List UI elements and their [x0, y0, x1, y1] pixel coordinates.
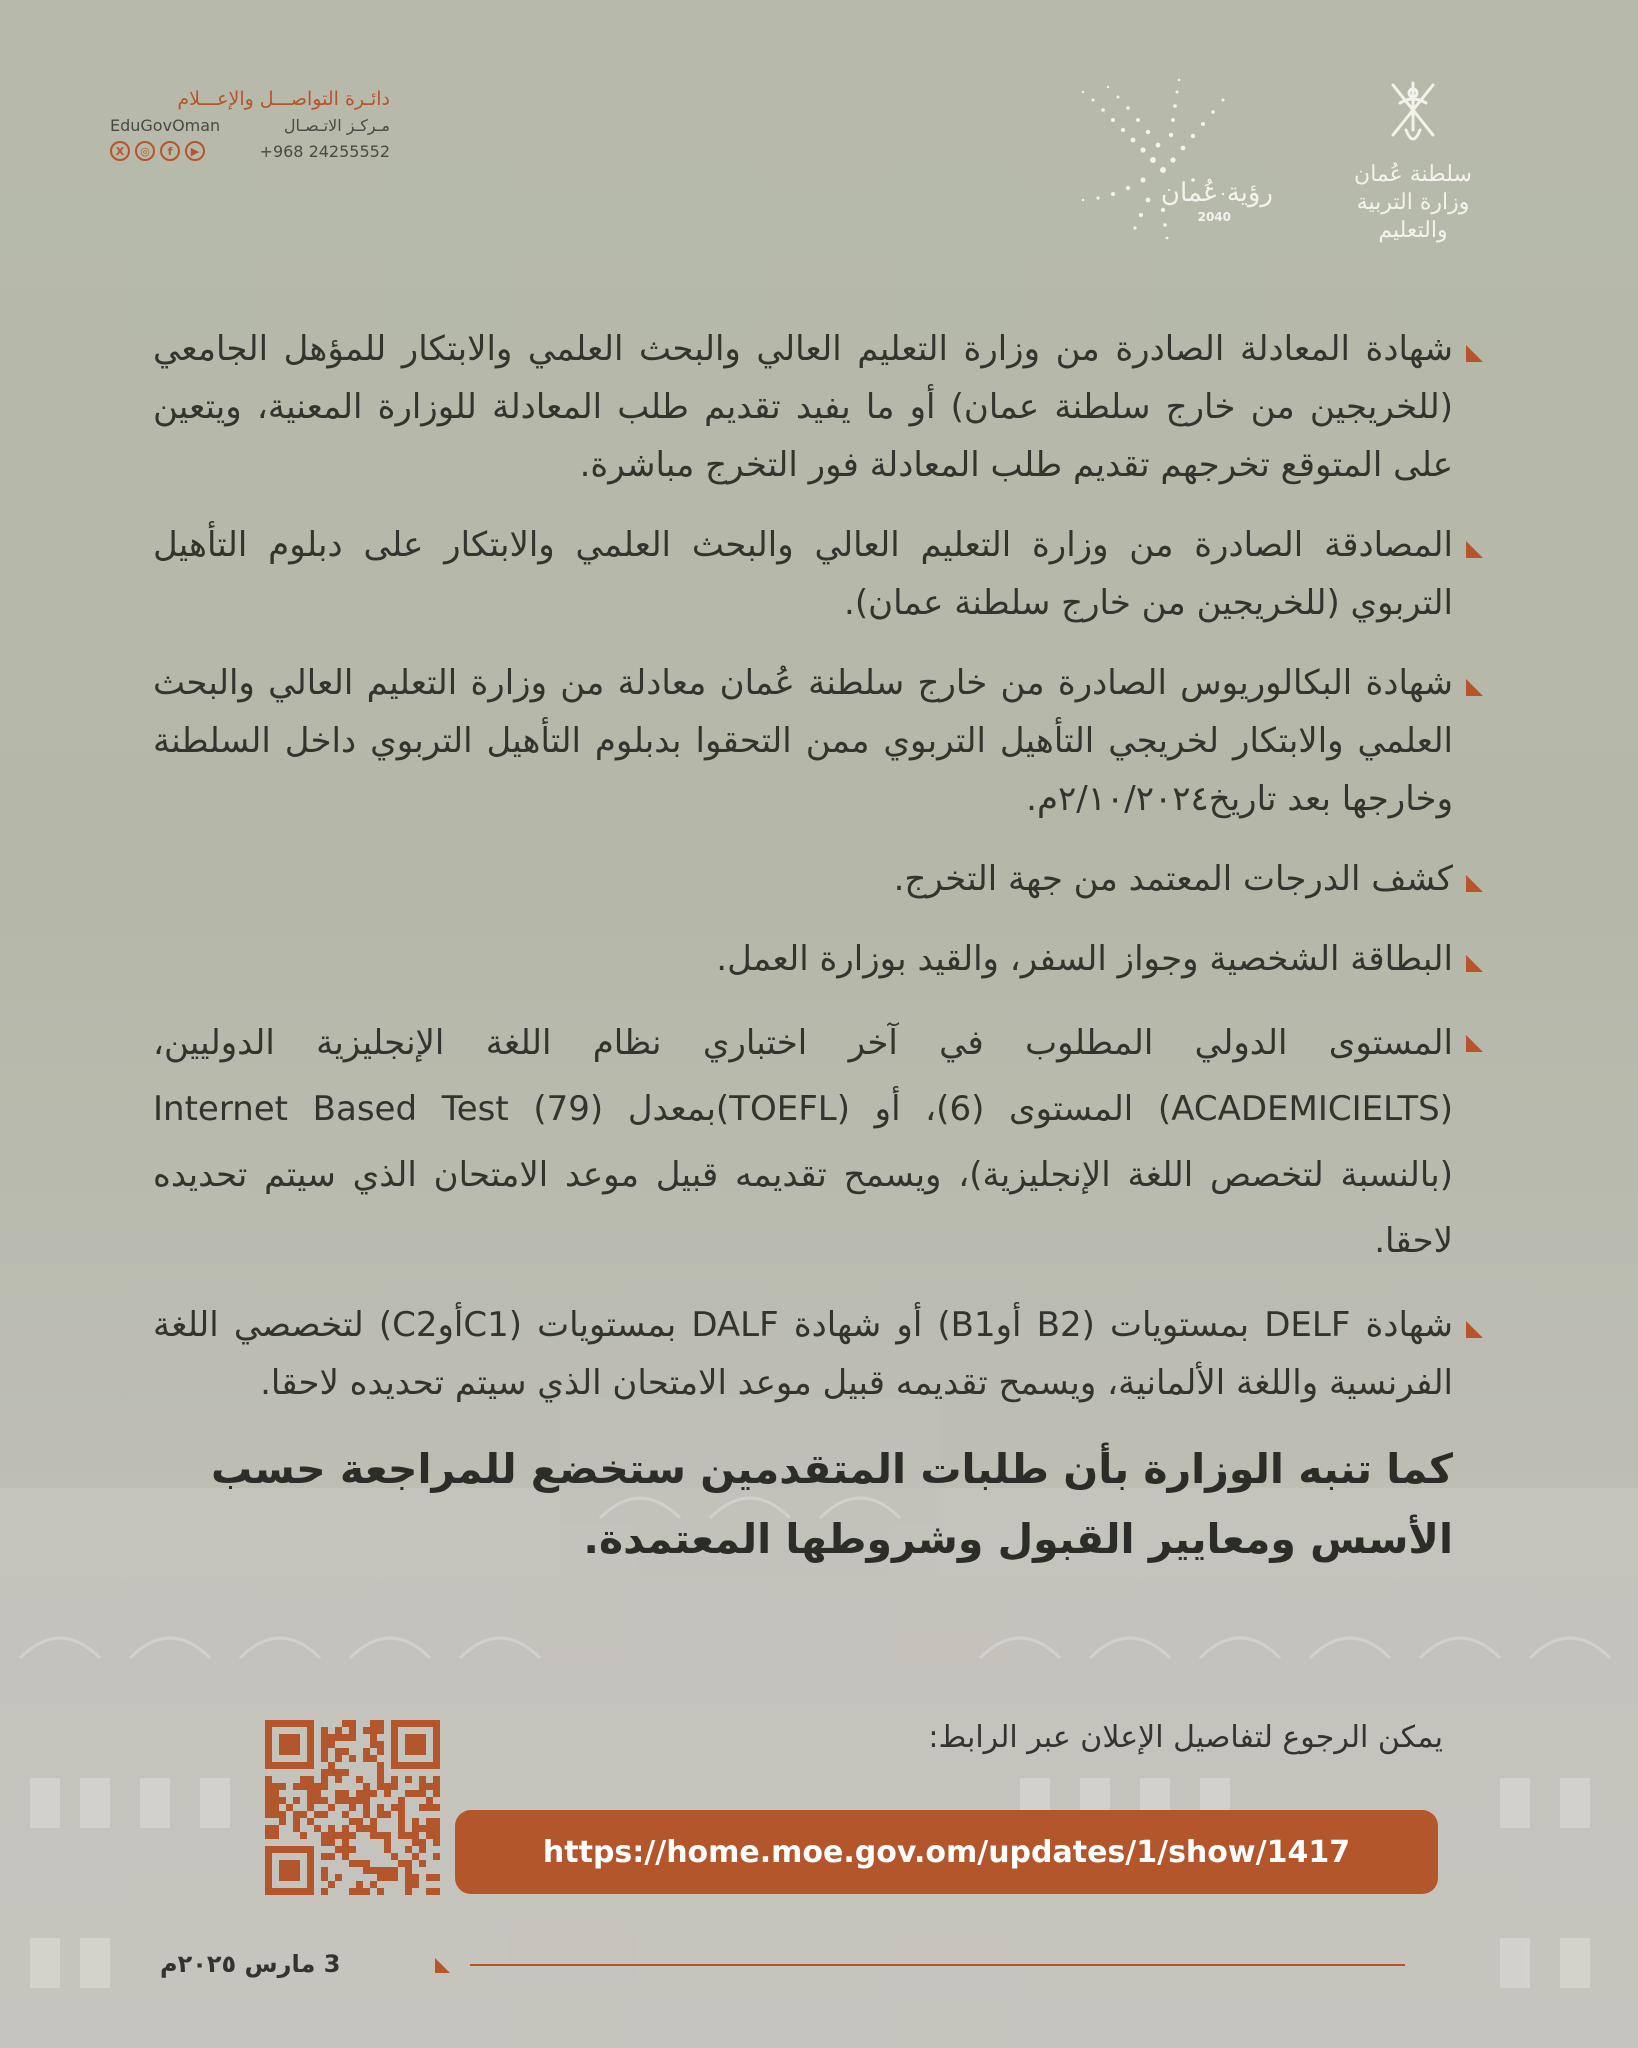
list-item: المستوى الدولي المطلوب في آخر اختباري نظام اللغة الإنجليزية الدوليين، (ACADEMICIELTS) المستوى (6)، أو (TOEFL)بمعدل (79) Internet Based Test (بالنسبة لتخصص اللغة الإنجليزية)، ويسمح تقديمه قبيل موعد الامتحان الذي سيتم تحديده لاحقا. — [153, 1010, 1483, 1274]
ministry-logo — [1328, 75, 1498, 245]
youtube-icon[interactable]: ▶ — [185, 141, 205, 161]
social-icons — [110, 141, 205, 161]
bullet-icon — [1466, 955, 1483, 972]
vision-2040-logo — [1053, 70, 1293, 250]
list-item: كشف الدرجات المعتمد من جهة التخرج. — [153, 850, 1483, 908]
list-item: شهادة DELF بمستويات (B2 أوB1) أو شهادة DALF بمستويات (C1أوC2) لتخصصي اللغة الفرنسية واللغة الألمانية، ويسمح تقديمه قبيل موعد الامتحان الذي سيتم تحديده لاحقا. — [153, 1296, 1483, 1412]
list-item: البطاقة الشخصية وجواز السفر، والقيد بوزارة العمل. — [153, 930, 1483, 988]
header — [0, 0, 1638, 290]
khanjar-emblem-icon — [1378, 75, 1448, 155]
call-center-label: مـركـز الاتـصـال — [283, 116, 390, 135]
instagram-icon[interactable]: ◎ — [135, 141, 155, 161]
ministry-name-line2: وزارة التربية والتعليم — [1356, 190, 1470, 243]
notice-heading: كما تنبه الوزارة بأن طلبات المتقدمين ستخضع للمراجعة حسب الأسس ومعايير القبول وشروطها المعتمدة. — [210, 1445, 1453, 1563]
announcement-link-button[interactable]: https://home.moe.gov.om/updates/1/show/1417 — [455, 1810, 1438, 1894]
list-item: شهادة المعادلة الصادرة من وزارة التعليم العالي والبحث العلمي والابتكار للمؤهل الجامعي (للخريجين من خارج سلطنة عمان) أو ما يفيد تقديم طلب المعادلة للوزارة المعنية، ويتعين على المتوقع تخرجهم تقديم طلب المعادلة فور التخرج مباشرة. — [153, 320, 1483, 494]
bullet-icon — [1466, 679, 1483, 696]
contact-row-phone — [110, 141, 390, 161]
contact-row-center — [110, 116, 390, 135]
vision-year: 2040 — [1197, 210, 1231, 224]
qr-code-icon[interactable] — [265, 1720, 440, 1895]
x-icon[interactable]: X — [110, 141, 130, 161]
list-item: المصادقة الصادرة من وزارة التعليم العالي والبحث العلمي والابتكار على دبلوم التأهيل التربوي (للخريجين من خارج سلطنة عمان). — [153, 516, 1483, 632]
ministry-name-line1: سلطنة عُمان — [1354, 162, 1472, 187]
vision-text: رؤية عُمان — [1160, 178, 1273, 208]
list-item: شهادة البكالوريوس الصادرة من خارج سلطنة عُمان معادلة من وزارة التعليم العالي والبحث العلمي والابتكار لخريجي التأهيل التربوي ممن التحقوا بدبلوم التأهيل التربوي داخل السلطنة وخارجها بعد تاريخ٢/١٠/٢٠٢٤م. — [153, 654, 1483, 828]
department-name: دائـرة التواصـــل والإعـــلام — [177, 88, 390, 110]
bullet-icon — [1466, 345, 1483, 362]
reference-text: يمكن الرجوع لتفاصيل الإعلان عبر الرابط: — [928, 1720, 1443, 1755]
social-handle[interactable]: EduGovOman — [110, 116, 221, 135]
bullet-icon — [1466, 541, 1483, 558]
footer-divider — [470, 1964, 1405, 1966]
bullet-icon — [1466, 875, 1483, 892]
bullet-icon — [1466, 1321, 1483, 1338]
requirements-list — [153, 320, 1483, 1574]
contact-block — [110, 88, 390, 167]
vision-dots-icon — [1053, 70, 1293, 250]
bullet-icon — [1466, 1035, 1483, 1052]
footer-bullet-icon — [435, 1958, 450, 1973]
publish-date: 3 مارس ٢٠٢٥م — [160, 1950, 341, 1978]
phone-number[interactable]: +968 24255552 — [259, 141, 390, 161]
facebook-icon[interactable]: f — [160, 141, 180, 161]
